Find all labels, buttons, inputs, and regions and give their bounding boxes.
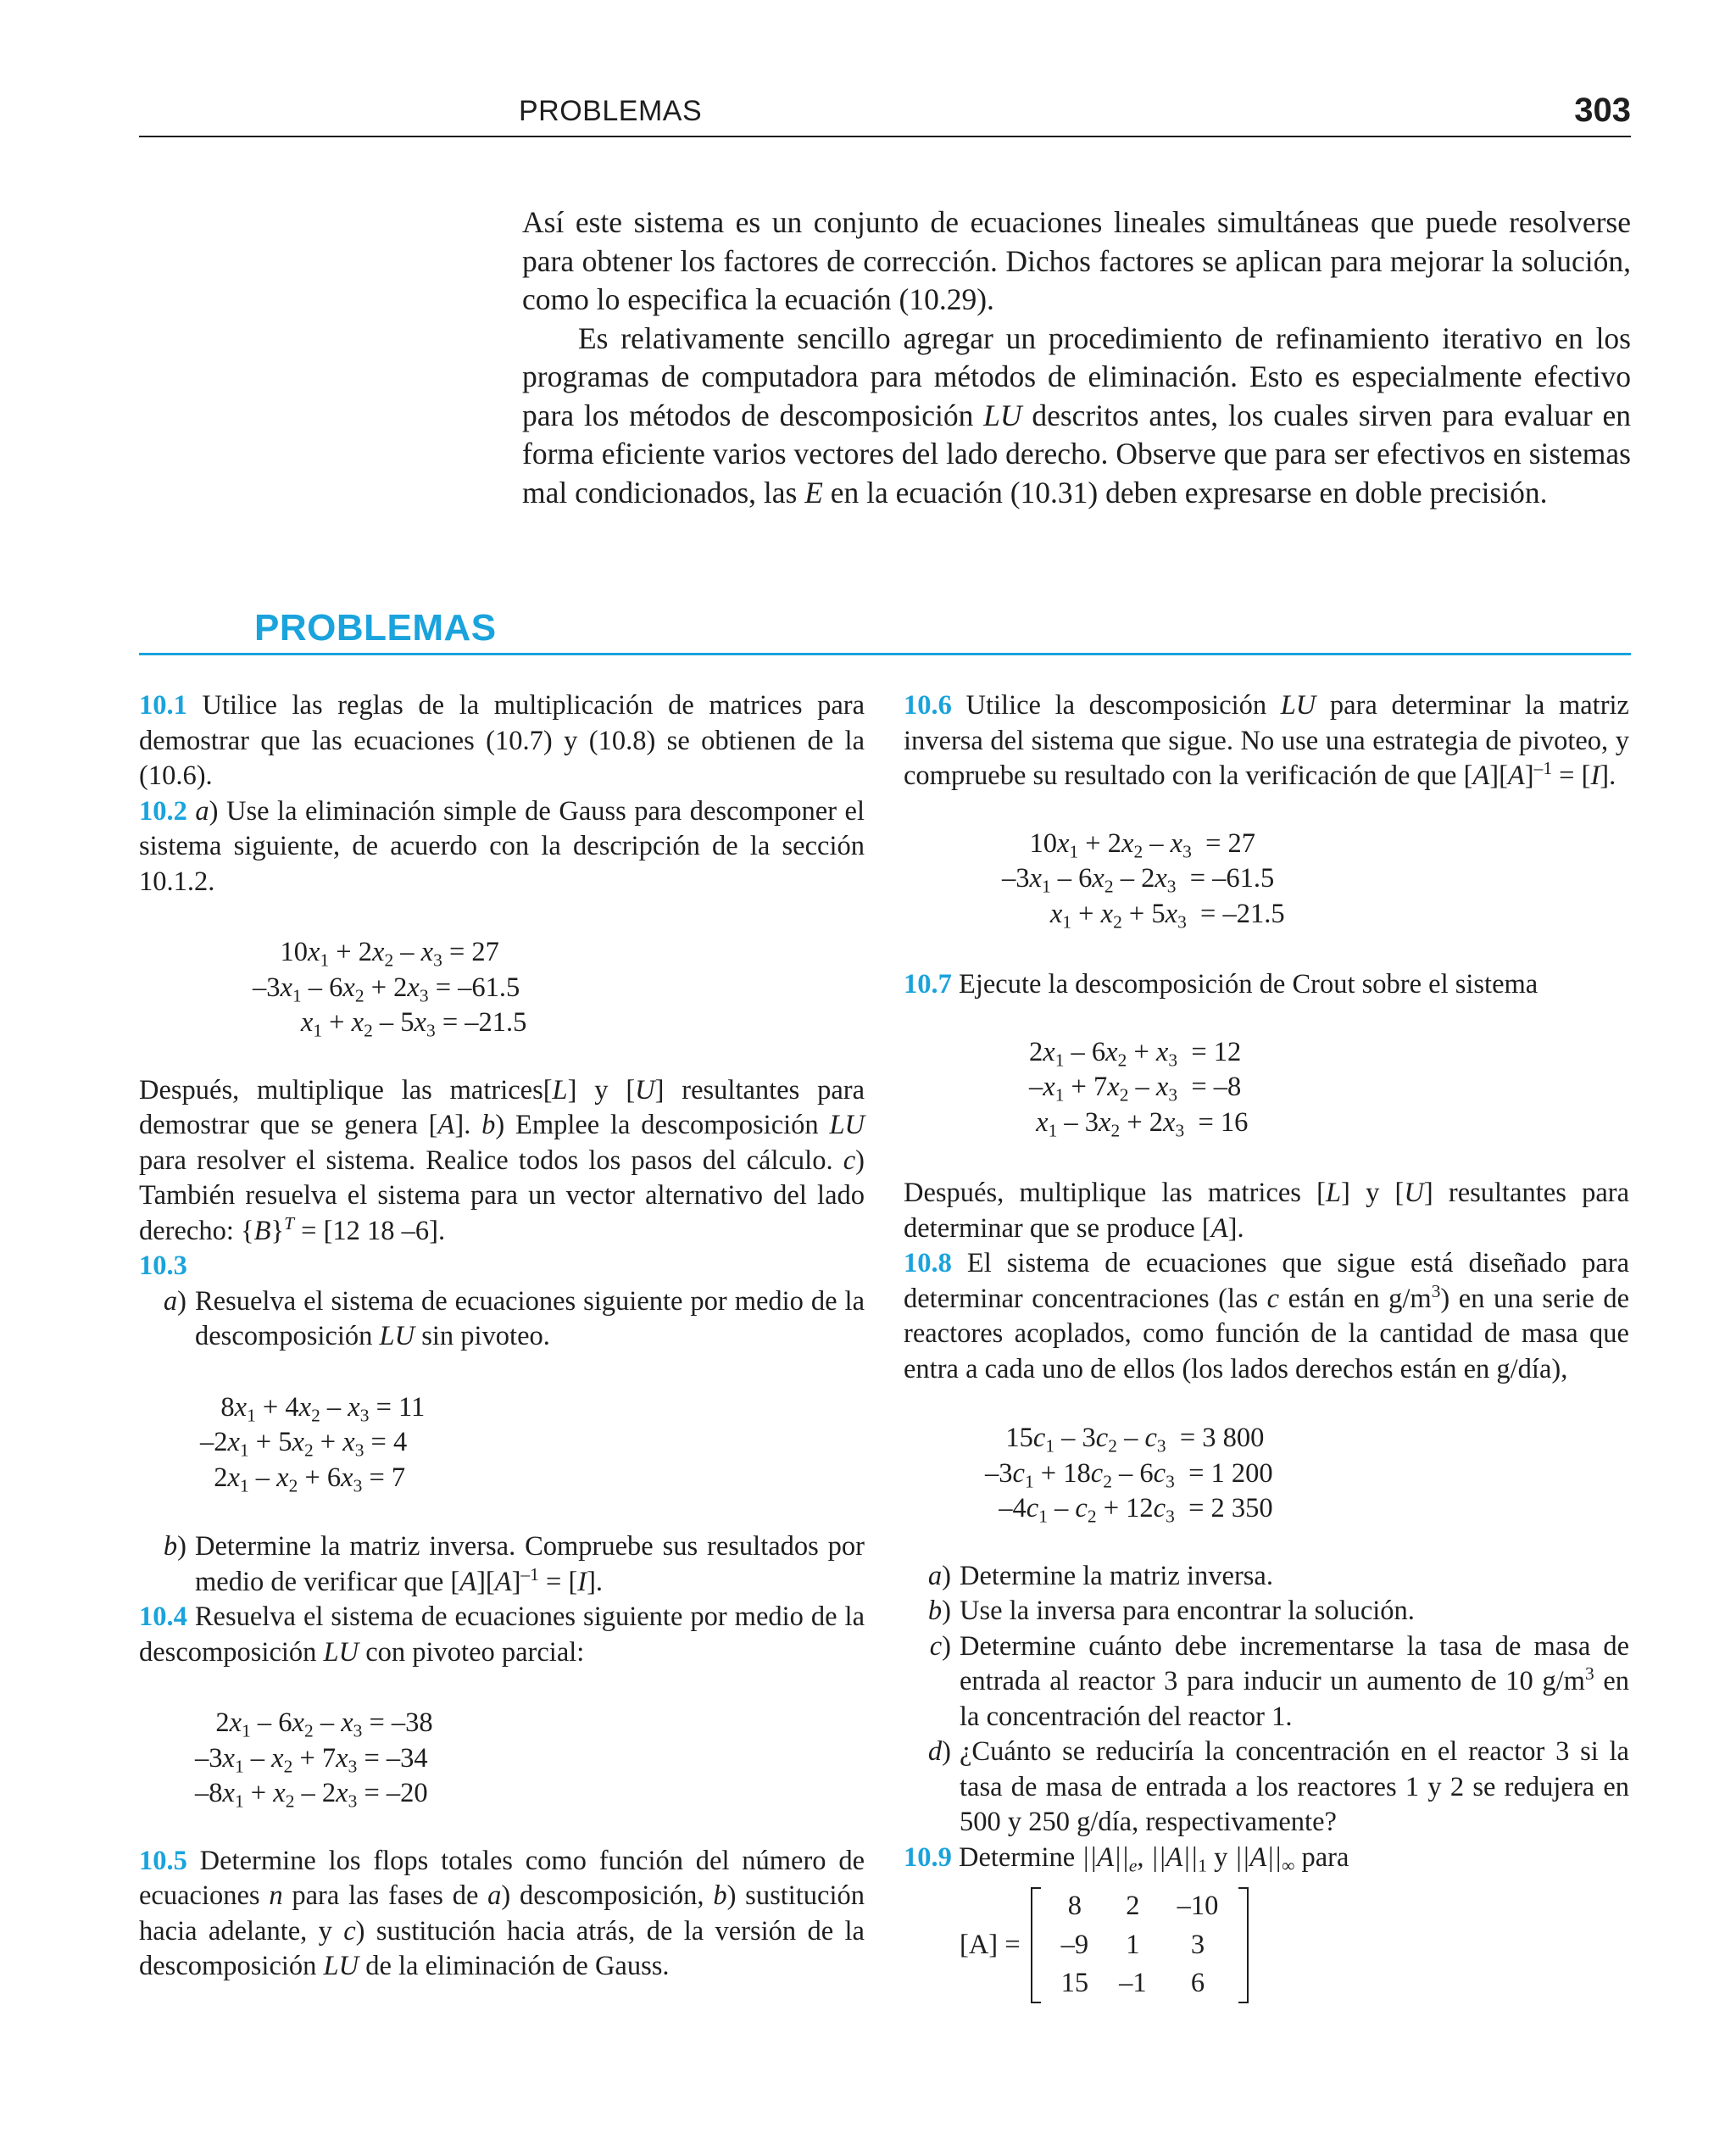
matrix-brackets xyxy=(1031,1887,1249,2003)
section-title: PROBLEMAS xyxy=(254,607,497,649)
system-10-2 xyxy=(253,935,865,1041)
equation: $2x_1 - 6x_2 + x_3 = 12$ xyxy=(1029,1036,1242,1070)
equation: $-3c_1 + 18c_2 - 6c_3 = 1$ 200 xyxy=(985,1457,1273,1491)
equation: $-3x_1 - x_2 + 7x_3 = -34$ xyxy=(195,1742,428,1776)
matrix-cell: –10 xyxy=(1177,1891,1219,1921)
section-rule xyxy=(139,653,1631,655)
problem-10-3: 10.3 xyxy=(139,1250,187,1281)
problem-10-4: 10.4 Resuelva el sistema de ecuaciones siguiente por medio de la descomposición LU con pivoteo parcial: xyxy=(139,1601,865,1668)
problem-10-3-a: a) Resuelva el sistema de ecuaciones siguiente por medio de la descomposición LU sin pivoteo. xyxy=(163,1285,865,1351)
equation: $-8x_1 + x_2 - 2x_3 = -20$ xyxy=(195,1778,428,1812)
equation: $x_1 + x_2 + 5x_3 = -21.5$ xyxy=(1049,898,1285,932)
equation: $2x_1 - x_2 + 6x_3 = 7$ xyxy=(200,1462,406,1496)
equation: $10x_1 + 2x_2 - x_3 = 27$ xyxy=(1002,827,1256,861)
equation: $-2x_1 + 5x_2 + x_3 = 4$ xyxy=(200,1427,408,1461)
matrix-cell: –9 xyxy=(1060,1929,1089,1960)
matrix-cell: 8 xyxy=(1067,1891,1082,1921)
problem-10-9: 10.9 Determine $||A||_e$, $||A||_1$ y $||A||_\infty$ para xyxy=(904,1841,1349,1875)
matrix-10-9 xyxy=(960,1887,1629,2003)
equation: $-3x_1 - 6x_2 - 2x_3 = -61.5$ xyxy=(1002,863,1275,897)
matrix-row xyxy=(1046,1887,1234,1926)
equation: $-3x_1 - 6x_2 + 2x_3 = -61.5$ xyxy=(253,972,520,1005)
matrix-cell: 15 xyxy=(1060,1968,1089,1998)
equation: $-4c_1 - c_2 + 12c_3 = 2$ 350 xyxy=(985,1493,1273,1527)
system-10-7 xyxy=(1029,1035,1629,1141)
problem-10-2: 10.2 a) Use la eliminación simple de Gauss para descomponer el sistema siguiente, de acuerdo con la descripción de la sección 10.1.2. xyxy=(139,795,865,897)
header-rule xyxy=(139,136,1631,137)
equation: $8x_1 + 4x_2 - x_3 = 11$ xyxy=(200,1391,426,1425)
problem-10-7: 10.7 Ejecute la descomposición de Crout sobre el sistema xyxy=(904,969,1538,1000)
system-10-4 xyxy=(195,1706,865,1812)
intro-text xyxy=(522,203,1631,512)
system-10-8 xyxy=(985,1421,1629,1527)
right-column xyxy=(904,688,1629,2003)
matrix-cell: 2 xyxy=(1126,1891,1140,1921)
equation: $-x_1 + 7x_2 - x_3 = -8$ xyxy=(1029,1072,1242,1106)
problem-10-2-continued: Después, multiplique las matrices[L] y [U] resultantes para demostrar que se genera [A]. b) Emplee la descomposición LU para resolver el sistema. Realice todos los pasos del cálculo. c) También resuelva el sistema para un vector alternativo del lado derecho: $\{B\}^T = [12$ 18 –6]. xyxy=(139,1074,865,1246)
matrix-row xyxy=(1046,1926,1234,1965)
intro-paragraph-2: Es relativamente sencillo agregar un procedimiento de refinamiento iterativo en los programas de computadora para métodos de eliminación. Esto es especialmente efectivo para los métodos de descomposición LU descritos antes, los cuales sirven para evaluar en forma eficiente varios vectores del lado derecho. Observe que para ser efectivos en sistemas mal condicionados, las E en la ecuación (10.31) deben expresarse en doble precisión. xyxy=(522,320,1631,510)
equation: $x_1 - 3x_2 + 2x_3 = 16$ xyxy=(1036,1106,1249,1140)
problem-10-8-c: c) Determine cuánto debe incrementarse la tasa de masa de entrada al reactor 3 para inducir un aumento de 10 $g/m^3$ en la concentración del reactor 1. xyxy=(929,1630,1629,1732)
problem-10-8: 10.8 El sistema de ecuaciones que sigue está diseñado para determinar concentraciones (las c están en $g/m^3$) en una serie de reactores acoplados, como función de la cantidad de masa que entra a cada uno de ellos (los lados derechos están en g/día), xyxy=(904,1248,1629,1384)
matrix-cell: –1 xyxy=(1119,1968,1147,1998)
problem-10-7-continued: Después, multiplique las matrices [L] y [U] resultantes para determinar que se produce [A]. xyxy=(904,1178,1629,1244)
system-10-3 xyxy=(200,1390,865,1496)
problem-10-6: 10.6 Utilice la descomposición LU para determinar la matriz inversa del sistema que sigue. No use una estrategia de pivoteo, y compruebe su resultado con la verificación de que $[A][A]^{-1} = [I]$. xyxy=(904,690,1629,791)
header-label: PROBLEMAS xyxy=(519,95,703,127)
problem-10-8-d: d) ¿Cuánto se reduciría la concentración en el reactor 3 si la tasa de masa de entrada a los reactores 1 y 2 se redujera en 500 y 250 g/día, respectivamente? xyxy=(927,1736,1629,1837)
page-number: 303 xyxy=(1574,92,1631,129)
equation: $15c_1 - 3c_2 - c_3 = 3$ 800 xyxy=(985,1423,1265,1457)
problem-10-3-b: b) Determine la matriz inversa. Compruebe sus resultados por medio de verificar que $[A][A]^{-1} = [I]$. xyxy=(163,1531,865,1597)
intro-paragraph-1: Así este sistema es un conjunto de ecuaciones lineales simultáneas que puede resolverse para obtener los factores de corrección. Dichos factores se aplican para mejorar la solución, como lo especifica la ecuación (10.29). xyxy=(522,205,1631,316)
matrix-cell: 3 xyxy=(1190,1929,1205,1960)
left-column xyxy=(139,688,865,1985)
problem-10-1: 10.1 Utilice las reglas de la multiplicación de matrices para demostrar que las ecuaciones (10.7) y (10.8) se obtienen de la (10.6). xyxy=(139,690,865,791)
equation: $2x_1 - 6x_2 - x_3 = -38$ xyxy=(195,1707,433,1741)
equation: $x_1 + x_2 - 5x_3 = -21.5$ xyxy=(300,1007,527,1041)
problem-10-8-a: a) Determine la matriz inversa. xyxy=(927,1560,1273,1591)
problem-10-5: 10.5 Determine los flops totales como función del número de ecuaciones n para las fases de a) descomposición, b) sustitución hacia adelante, y c) sustitución hacia atrás, de la versión de la descomposición LU de la eliminación de Gauss. xyxy=(139,1845,865,1981)
matrix-table xyxy=(1046,1887,1234,2003)
system-10-6 xyxy=(1002,827,1629,933)
equation: $10x_1 + 2x_2 - x_3 = 27$ xyxy=(253,937,499,971)
matrix-cell: 6 xyxy=(1190,1968,1205,1998)
matrix-cell: 1 xyxy=(1126,1929,1140,1960)
matrix-row xyxy=(1046,1964,1234,2003)
problem-10-8-b: b) Use la inversa para encontrar la solución. xyxy=(927,1596,1415,1626)
matrix-label: [A] = xyxy=(960,1929,1021,1960)
